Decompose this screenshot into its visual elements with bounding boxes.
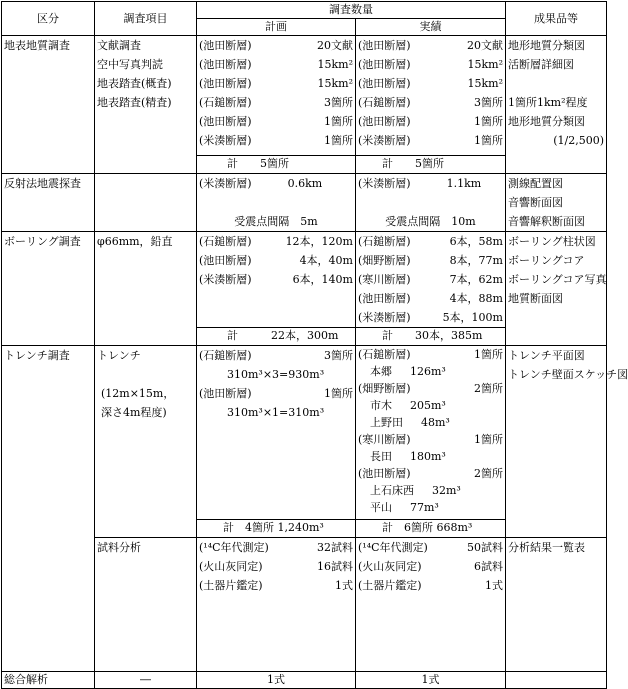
sec5-plan: (¹⁴C年代測定) 32試料 (火山灰同定) 16試料 (土器片鑑定) 1式 <box>197 538 356 672</box>
sec4-plan: (石鎚断層) 3箇所 310m³×3=930m³ (池田断層) 1箇所 310m³×1=310m³ <box>197 346 356 520</box>
header-kubun: 区分 <box>2 2 95 36</box>
sec6-actual: 1式 <box>356 672 506 689</box>
sec5-item: 試料分析 <box>95 538 197 672</box>
sec1-plan-row: (池田断層) 15km² <box>199 76 353 90</box>
header-chosa-komoku: 調査項目 <box>95 2 197 36</box>
sec1-plan-row: (池田断層) 1箇所 <box>199 114 353 128</box>
sec1-plan-row: (米湊断層) 1箇所 <box>199 133 353 147</box>
sec1-actual-row: (池田断層) 1箇所 <box>358 114 503 128</box>
sec3-kubun: ボーリング調査 <box>2 232 95 346</box>
sec2-plan: (米湊断層) 0.6km 受震点間隔 5m <box>197 174 356 232</box>
header-keikaku: 計画 <box>197 19 356 36</box>
sec1-actual <box>356 36 506 156</box>
sec6-kubun: 総合解析 <box>2 672 95 689</box>
header-jisseki: 実績 <box>356 19 506 36</box>
sec4-plan-total: 計 4箇所 1,240m³ <box>197 520 356 538</box>
sec1-actual-row: (石鎚断層) 3箇所 <box>358 95 503 109</box>
sec1-kubun: 地表地質調査 <box>2 36 95 174</box>
header-seikahin: 成果品等 <box>506 2 607 36</box>
sec1-plan-row: (池田断層) 15km² <box>199 57 353 71</box>
sec3-plan-total: 計 22本，300m <box>197 328 356 346</box>
sec1-plan-row: (池田断層) 20文献 <box>199 38 353 52</box>
sec3-actual: (石鎚断層) 6本，58m (畑野断層) 8本，77m (寒川断層) 7本，62m (池田断層) 4本，88m (米湊断層) 5本，100m <box>356 232 506 328</box>
sec6-plan: 1式 <box>197 672 356 689</box>
sec1-actual-row: (池田断層) 15km² <box>358 76 503 90</box>
sec5-actual: (¹⁴C年代測定) 50試料 (火山灰同定) 6試料 (土器片鑑定) 1式 <box>356 538 506 672</box>
sec4-actual: (石鎚断層) 1箇所 本郷 126m³ (畑野断層) 2箇所 市木 205m³ 上野田 48m³ (寒川断層) 1箇所 長田 180m³ (池田断層) 2箇所 上石床西 32m³ 平山 77m³ <box>356 346 506 520</box>
sec1-actual-row: (池田断層) 15km² <box>358 57 503 71</box>
sec5-products: 分析結果一覧表 <box>506 538 607 672</box>
sec4-actual-total: 計 6箇所 668m³ <box>356 520 506 538</box>
sec1-actual-row: (米湊断層) 1箇所 <box>358 133 503 147</box>
sec6-products <box>506 672 607 689</box>
sec3-item: φ66mm，鉛直 <box>95 232 197 346</box>
sec1-actual-total: 計 5箇所 <box>356 156 506 174</box>
sec1-plan <box>197 36 356 156</box>
sec1-products: 地形地質分類図 活断層詳細図 1箇所1km²程度 地形地質分類図 (1/2,500) <box>506 36 607 174</box>
sec1-plan-total: 計 5箇所 <box>197 156 356 174</box>
sec1-actual-row: (池田断層) 20文献 <box>358 38 503 52</box>
sec1-item: 地表踏査(精査) <box>97 95 172 109</box>
sec4-item: トレンチ (12m×15m， 深さ4m程度) <box>95 346 197 538</box>
survey-table <box>1 1 628 689</box>
sec1-plan-row: (石鎚断層) 3箇所 <box>199 95 353 109</box>
sec1-item: 空中写真判読 <box>97 57 163 71</box>
sec2-products: 測線配置図 音響断面図 音響解釈断面図 <box>506 174 607 232</box>
sec3-plan: (石鎚断層) 12本，120m (池田断層) 4本，40m (米湊断層) 6本，140m <box>197 232 356 328</box>
sec2-item <box>95 174 197 232</box>
sec2-actual: (米湊断層) 1.1km 受震点間隔 10m <box>356 174 506 232</box>
header-chosa-suryo: 調査数量 <box>197 2 506 19</box>
sec1-items <box>95 36 197 174</box>
sec1-item: 文献調査 <box>97 38 141 52</box>
sec3-products: ボーリング柱状図 ボーリングコア ボーリングコア写真 地質断面図 <box>506 232 607 346</box>
sec4-kubun: トレンチ調査 <box>2 346 95 672</box>
sec4-products: トレンチ平面図 トレンチ壁面スケッチ図 <box>506 346 607 538</box>
sec2-kubun: 反射法地震探査 <box>2 174 95 232</box>
sec6-item: ― <box>95 672 197 689</box>
sec1-item: 地表踏査(概査) <box>97 76 172 90</box>
sec3-actual-total: 計 30本，385m <box>356 328 506 346</box>
